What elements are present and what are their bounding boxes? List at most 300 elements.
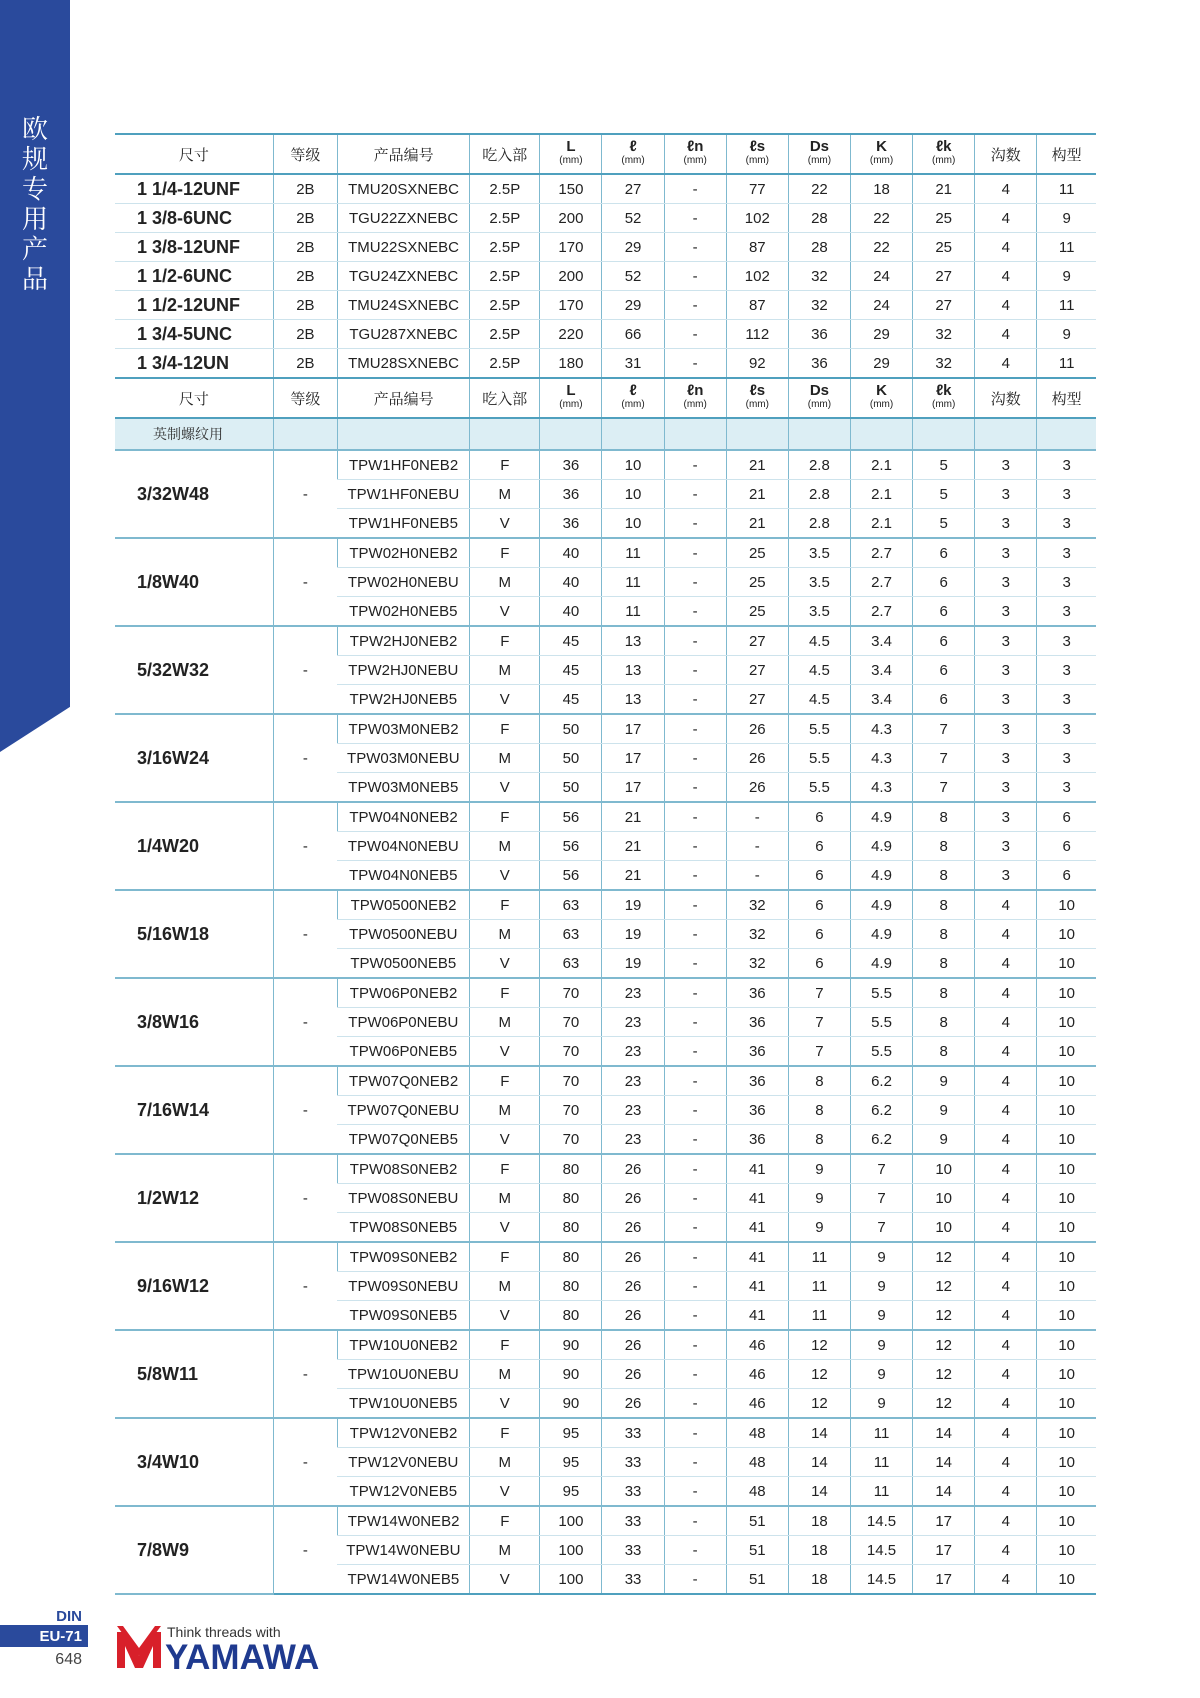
page-number: 648 bbox=[55, 1651, 82, 1668]
product-code: TPW2HJ0NEB5 bbox=[337, 685, 469, 715]
cell: 48 bbox=[726, 1448, 788, 1477]
cell: 25 bbox=[726, 538, 788, 568]
cell: 7 bbox=[913, 744, 975, 773]
cell: 27 bbox=[913, 291, 975, 320]
cell: 9 bbox=[788, 1213, 850, 1243]
cell: 14.5 bbox=[850, 1565, 912, 1595]
cell: 7 bbox=[788, 978, 850, 1008]
cell: - bbox=[664, 291, 726, 320]
cell: - bbox=[664, 349, 726, 379]
thread-size: 3/8W16 bbox=[115, 978, 273, 1066]
cell: 3 bbox=[975, 714, 1037, 744]
cell: 100 bbox=[540, 1506, 602, 1536]
cell: 3.5 bbox=[788, 597, 850, 627]
table-row bbox=[115, 890, 1096, 920]
cell: 14 bbox=[788, 1448, 850, 1477]
cell: 9 bbox=[1037, 262, 1096, 291]
cell: 2.1 bbox=[850, 480, 912, 509]
cell: 70 bbox=[540, 1066, 602, 1096]
cell: M bbox=[470, 832, 540, 861]
header-type: 构型 bbox=[1037, 378, 1096, 418]
cell: 4 bbox=[975, 1360, 1037, 1389]
cell: 8 bbox=[913, 861, 975, 891]
cell: 4 bbox=[975, 1242, 1037, 1272]
cell: 4 bbox=[975, 1037, 1037, 1067]
cell: V bbox=[470, 597, 540, 627]
thread-size: 5/8W11 bbox=[115, 1330, 273, 1418]
thread-size: 1/4W20 bbox=[115, 802, 273, 890]
cell: 90 bbox=[540, 1360, 602, 1389]
brand-name: YAMAWA bbox=[165, 1638, 320, 1677]
cell: 17 bbox=[602, 744, 664, 773]
product-code: TPW09S0NEBU bbox=[337, 1272, 469, 1301]
cell: 50 bbox=[540, 714, 602, 744]
table-row bbox=[115, 978, 1096, 1008]
header-symbol: L bbox=[566, 382, 576, 399]
grade: - bbox=[273, 1418, 337, 1506]
header-symbol: ℓn bbox=[686, 382, 704, 399]
cell: 180 bbox=[540, 349, 602, 379]
cell: 10 bbox=[1037, 1008, 1096, 1037]
cell: 7 bbox=[788, 1008, 850, 1037]
cell: 9 bbox=[850, 1301, 912, 1331]
cell: 25 bbox=[913, 204, 975, 233]
cell: 200 bbox=[540, 204, 602, 233]
cell: 25 bbox=[726, 597, 788, 627]
cell: 4.5 bbox=[788, 626, 850, 656]
header-lk bbox=[913, 378, 975, 418]
cell: 70 bbox=[540, 1125, 602, 1155]
header-unit: (mm) bbox=[807, 155, 832, 166]
cell: 150 bbox=[540, 174, 602, 204]
cell: - bbox=[664, 1565, 726, 1595]
cell: 220 bbox=[540, 320, 602, 349]
section-cell bbox=[726, 418, 788, 450]
side-tab bbox=[0, 0, 70, 752]
cell: 10 bbox=[1037, 1066, 1096, 1096]
cell: 29 bbox=[850, 320, 912, 349]
cell: 56 bbox=[540, 832, 602, 861]
cell: 7 bbox=[788, 1037, 850, 1067]
header-unit: (mm) bbox=[807, 399, 832, 410]
cell: 63 bbox=[540, 949, 602, 979]
cell: 18 bbox=[788, 1565, 850, 1595]
cell: 21 bbox=[602, 861, 664, 891]
product-code: TPW10U0NEB2 bbox=[337, 1330, 469, 1360]
cell: 48 bbox=[726, 1477, 788, 1507]
cell: 4 bbox=[975, 204, 1037, 233]
cell: 11 bbox=[788, 1272, 850, 1301]
cell: 17 bbox=[602, 773, 664, 803]
cell: 11 bbox=[850, 1477, 912, 1507]
header-L bbox=[540, 378, 602, 418]
cell: 5 bbox=[913, 450, 975, 480]
product-code: TPW09S0NEB2 bbox=[337, 1242, 469, 1272]
cell: 2.5P bbox=[470, 349, 540, 379]
cell: 12 bbox=[788, 1330, 850, 1360]
table-row bbox=[115, 1330, 1096, 1360]
cell: 7 bbox=[850, 1154, 912, 1184]
din-label: DIN bbox=[0, 1608, 88, 1627]
cell: 26 bbox=[602, 1184, 664, 1213]
header-L bbox=[540, 134, 602, 174]
cell: 11 bbox=[1037, 233, 1096, 262]
cell: 80 bbox=[540, 1184, 602, 1213]
cell: 18 bbox=[788, 1506, 850, 1536]
cell: 41 bbox=[726, 1184, 788, 1213]
cell: 10 bbox=[1037, 1360, 1096, 1389]
cell: 11 bbox=[1037, 291, 1096, 320]
cell: 2B bbox=[273, 262, 337, 291]
cell: 2.5P bbox=[470, 291, 540, 320]
cell: 25 bbox=[913, 233, 975, 262]
cell: 26 bbox=[726, 773, 788, 803]
side-tab-label: 欧规专用产品 bbox=[21, 115, 48, 295]
cell: - bbox=[664, 1213, 726, 1243]
header-unit: (mm) bbox=[683, 155, 707, 166]
grade: - bbox=[273, 890, 337, 978]
cell: 46 bbox=[726, 1330, 788, 1360]
cell: 12 bbox=[913, 1360, 975, 1389]
header-symbol: L bbox=[566, 138, 576, 155]
cell: - bbox=[664, 1360, 726, 1389]
cell: 6.2 bbox=[850, 1125, 912, 1155]
cell: M bbox=[470, 1448, 540, 1477]
thread-size: 5/16W18 bbox=[115, 890, 273, 978]
header-unit: (mm) bbox=[931, 399, 956, 410]
cell: 32 bbox=[726, 890, 788, 920]
cell: 14.5 bbox=[850, 1506, 912, 1536]
product-code: TPW06P0NEB2 bbox=[337, 978, 469, 1008]
product-code: TPW06P0NEBU bbox=[337, 1008, 469, 1037]
cell: 36 bbox=[788, 320, 850, 349]
header-unit: (mm) bbox=[621, 155, 645, 166]
cell: 5 bbox=[913, 480, 975, 509]
cell: 10 bbox=[1037, 890, 1096, 920]
table-row bbox=[115, 262, 1096, 291]
table-row bbox=[115, 802, 1096, 832]
cell: 11 bbox=[1037, 349, 1096, 379]
cell: 3 bbox=[975, 773, 1037, 803]
cell: 12 bbox=[913, 1242, 975, 1272]
cell: 11 bbox=[602, 568, 664, 597]
header-symbol: Ds bbox=[809, 138, 829, 155]
cell: 48 bbox=[726, 1418, 788, 1448]
grade: - bbox=[273, 1242, 337, 1330]
cell: 10 bbox=[1037, 1184, 1096, 1213]
cell: 10 bbox=[1037, 1506, 1096, 1536]
cell: 18 bbox=[850, 174, 912, 204]
cell: 11 bbox=[850, 1448, 912, 1477]
cell: 10 bbox=[1037, 949, 1096, 979]
cell: M bbox=[470, 656, 540, 685]
cell: 2B bbox=[273, 174, 337, 204]
cell: 10 bbox=[1037, 920, 1096, 949]
cell: 28 bbox=[788, 233, 850, 262]
cell: 6.2 bbox=[850, 1096, 912, 1125]
product-code: TPW07Q0NEBU bbox=[337, 1096, 469, 1125]
header-symbol: ℓk bbox=[935, 138, 952, 155]
cell: 2B bbox=[273, 204, 337, 233]
cell: - bbox=[664, 1008, 726, 1037]
cell: 4.5 bbox=[788, 685, 850, 715]
cell: TGU287XNEBC bbox=[337, 320, 469, 349]
cell: - bbox=[726, 802, 788, 832]
cell: 18 bbox=[788, 1536, 850, 1565]
cell: 3 bbox=[975, 802, 1037, 832]
cell: 95 bbox=[540, 1448, 602, 1477]
cell: 6 bbox=[913, 538, 975, 568]
cell: 102 bbox=[726, 204, 788, 233]
cell: F bbox=[470, 714, 540, 744]
cell: 6 bbox=[788, 832, 850, 861]
cell: 9 bbox=[850, 1242, 912, 1272]
grade: - bbox=[273, 1506, 337, 1594]
cell: 10 bbox=[602, 450, 664, 480]
cell: 13 bbox=[602, 685, 664, 715]
cell: 3.5 bbox=[788, 538, 850, 568]
cell: 23 bbox=[602, 1066, 664, 1096]
cell: 52 bbox=[602, 262, 664, 291]
cell: 12 bbox=[788, 1389, 850, 1419]
cell: 8 bbox=[913, 802, 975, 832]
cell: 90 bbox=[540, 1330, 602, 1360]
thread-size: 9/16W12 bbox=[115, 1242, 273, 1330]
cell: 7 bbox=[913, 714, 975, 744]
product-code: TPW2HJ0NEB2 bbox=[337, 626, 469, 656]
section-cell bbox=[273, 418, 337, 450]
cell: 3 bbox=[975, 597, 1037, 627]
cell: 36 bbox=[540, 450, 602, 480]
cell: 9 bbox=[1037, 320, 1096, 349]
cell: - bbox=[664, 773, 726, 803]
cell: 70 bbox=[540, 978, 602, 1008]
cell: 8 bbox=[913, 978, 975, 1008]
cell: 10 bbox=[1037, 1565, 1096, 1595]
cell: 8 bbox=[788, 1125, 850, 1155]
product-code: TPW12V0NEB2 bbox=[337, 1418, 469, 1448]
cell: 100 bbox=[540, 1565, 602, 1595]
cell: 19 bbox=[602, 890, 664, 920]
cell: 19 bbox=[602, 949, 664, 979]
header-K bbox=[850, 378, 912, 418]
cell: 51 bbox=[726, 1536, 788, 1565]
cell: 95 bbox=[540, 1418, 602, 1448]
cell: 25 bbox=[726, 568, 788, 597]
cell: - bbox=[664, 450, 726, 480]
cell: 4 bbox=[975, 1272, 1037, 1301]
cell: 3 bbox=[1037, 685, 1096, 715]
cell: 45 bbox=[540, 656, 602, 685]
cell: 3 bbox=[1037, 744, 1096, 773]
cell: 9 bbox=[850, 1330, 912, 1360]
cell: 112 bbox=[726, 320, 788, 349]
cell: 2.7 bbox=[850, 538, 912, 568]
section-cell bbox=[470, 418, 540, 450]
cell: 21 bbox=[726, 450, 788, 480]
yamawa-mark-icon bbox=[115, 1626, 163, 1670]
cell: F bbox=[470, 1418, 540, 1448]
cell: 12 bbox=[913, 1389, 975, 1419]
cell: 6 bbox=[913, 568, 975, 597]
cell: 5 bbox=[913, 509, 975, 539]
cell: 102 bbox=[726, 262, 788, 291]
cell: 4 bbox=[975, 1418, 1037, 1448]
cell: 2.5P bbox=[470, 262, 540, 291]
cell: - bbox=[664, 1330, 726, 1360]
cell: - bbox=[664, 1506, 726, 1536]
cell: 3 bbox=[975, 509, 1037, 539]
cell: 23 bbox=[602, 1008, 664, 1037]
cell: 8 bbox=[913, 1037, 975, 1067]
cell: 36 bbox=[726, 978, 788, 1008]
cell: 17 bbox=[913, 1565, 975, 1595]
grade: - bbox=[273, 626, 337, 714]
header-lk bbox=[913, 134, 975, 174]
cell: 27 bbox=[726, 685, 788, 715]
cell: 4.9 bbox=[850, 802, 912, 832]
cell: 4 bbox=[975, 291, 1037, 320]
cell: 80 bbox=[540, 1242, 602, 1272]
cell: 7 bbox=[913, 773, 975, 803]
grade: - bbox=[273, 450, 337, 538]
cell: 26 bbox=[602, 1360, 664, 1389]
cell: M bbox=[470, 480, 540, 509]
cell: 2.8 bbox=[788, 480, 850, 509]
cell: 26 bbox=[602, 1389, 664, 1419]
cell: 36 bbox=[788, 349, 850, 379]
cell: 24 bbox=[850, 291, 912, 320]
header-ls bbox=[726, 134, 788, 174]
cell: 3 bbox=[975, 538, 1037, 568]
cell: 2.5P bbox=[470, 320, 540, 349]
cell: 5.5 bbox=[788, 714, 850, 744]
cell: 3.4 bbox=[850, 626, 912, 656]
table-row bbox=[115, 1418, 1096, 1448]
cell: TMU20SXNEBC bbox=[337, 174, 469, 204]
cell: 32 bbox=[913, 349, 975, 379]
cell: V bbox=[470, 685, 540, 715]
cell: - bbox=[664, 1301, 726, 1331]
cell: 2B bbox=[273, 233, 337, 262]
grade: - bbox=[273, 714, 337, 802]
cell: 14 bbox=[788, 1477, 850, 1507]
cell: 6 bbox=[788, 802, 850, 832]
cell: 5.5 bbox=[788, 773, 850, 803]
cell: 32 bbox=[788, 262, 850, 291]
header-row-2 bbox=[115, 378, 1096, 418]
cell: 6 bbox=[1037, 861, 1096, 891]
cell: 11 bbox=[788, 1301, 850, 1331]
cell: 33 bbox=[602, 1536, 664, 1565]
cell: 92 bbox=[726, 349, 788, 379]
cell: - bbox=[664, 861, 726, 891]
cell: 4 bbox=[975, 1301, 1037, 1331]
cell: M bbox=[470, 920, 540, 949]
section-cell bbox=[337, 418, 469, 450]
header-flutes: 沟数 bbox=[975, 134, 1037, 174]
cell: 4.9 bbox=[850, 832, 912, 861]
cell: 7 bbox=[850, 1184, 912, 1213]
product-code: TPW02H0NEB5 bbox=[337, 597, 469, 627]
section-title: 英制螺纹用 bbox=[115, 418, 273, 450]
cell: 77 bbox=[726, 174, 788, 204]
header-unit: (mm) bbox=[869, 155, 894, 166]
product-code: TPW07Q0NEB5 bbox=[337, 1125, 469, 1155]
cell: 6 bbox=[788, 949, 850, 979]
cell: - bbox=[726, 861, 788, 891]
cell: 12 bbox=[913, 1272, 975, 1301]
cell: V bbox=[470, 1125, 540, 1155]
cell: 5.5 bbox=[850, 978, 912, 1008]
cell: F bbox=[470, 626, 540, 656]
cell: 11 bbox=[850, 1418, 912, 1448]
cell: 14 bbox=[913, 1418, 975, 1448]
cell: 14.5 bbox=[850, 1536, 912, 1565]
thread-size: 5/32W32 bbox=[115, 626, 273, 714]
cell: 3 bbox=[1037, 480, 1096, 509]
cell: 4 bbox=[975, 1213, 1037, 1243]
product-code: TPW09S0NEB5 bbox=[337, 1301, 469, 1331]
product-code: TPW03M0NEBU bbox=[337, 744, 469, 773]
cell: M bbox=[470, 1008, 540, 1037]
cell: 46 bbox=[726, 1389, 788, 1419]
section-row bbox=[115, 418, 1096, 450]
cell: 2B bbox=[273, 320, 337, 349]
cell: TMU28SXNEBC bbox=[337, 349, 469, 379]
cell: 33 bbox=[602, 1477, 664, 1507]
header-grade: 等级 bbox=[273, 134, 337, 174]
cell: 4 bbox=[975, 1184, 1037, 1213]
product-code: TPW10U0NEBU bbox=[337, 1360, 469, 1389]
product-code: TPW0500NEB5 bbox=[337, 949, 469, 979]
cell: 4 bbox=[975, 1506, 1037, 1536]
cell: 9 bbox=[1037, 204, 1096, 233]
cell: 2.7 bbox=[850, 568, 912, 597]
section-cell bbox=[602, 418, 664, 450]
product-code: TPW14W0NEBU bbox=[337, 1536, 469, 1565]
cell: 21 bbox=[726, 509, 788, 539]
cell: 3 bbox=[1037, 714, 1096, 744]
header-symbol: ℓs bbox=[749, 138, 766, 155]
cell: 3 bbox=[1037, 773, 1096, 803]
cell: 2B bbox=[273, 291, 337, 320]
cell: 5.5 bbox=[788, 744, 850, 773]
cell: 22 bbox=[788, 174, 850, 204]
cell: 95 bbox=[540, 1477, 602, 1507]
section-cell bbox=[850, 418, 912, 450]
grade: - bbox=[273, 1154, 337, 1242]
cell: 3.4 bbox=[850, 685, 912, 715]
header-symbol: K bbox=[876, 382, 887, 399]
cell: 23 bbox=[602, 1125, 664, 1155]
table-row bbox=[115, 349, 1096, 379]
cell: 32 bbox=[726, 920, 788, 949]
cell: M bbox=[470, 1184, 540, 1213]
header-code: 产品编号 bbox=[337, 134, 469, 174]
cell: 4 bbox=[975, 1154, 1037, 1184]
header-code: 产品编号 bbox=[337, 378, 469, 418]
cell: 9 bbox=[850, 1389, 912, 1419]
cell: 3 bbox=[1037, 626, 1096, 656]
cell: 3.5 bbox=[788, 568, 850, 597]
cell: 9 bbox=[850, 1360, 912, 1389]
cell: 17 bbox=[913, 1536, 975, 1565]
product-code: TPW02H0NEB2 bbox=[337, 538, 469, 568]
cell: 36 bbox=[726, 1037, 788, 1067]
thread-size: 1 3/4-5UNC bbox=[115, 320, 273, 349]
cell: 3 bbox=[1037, 538, 1096, 568]
